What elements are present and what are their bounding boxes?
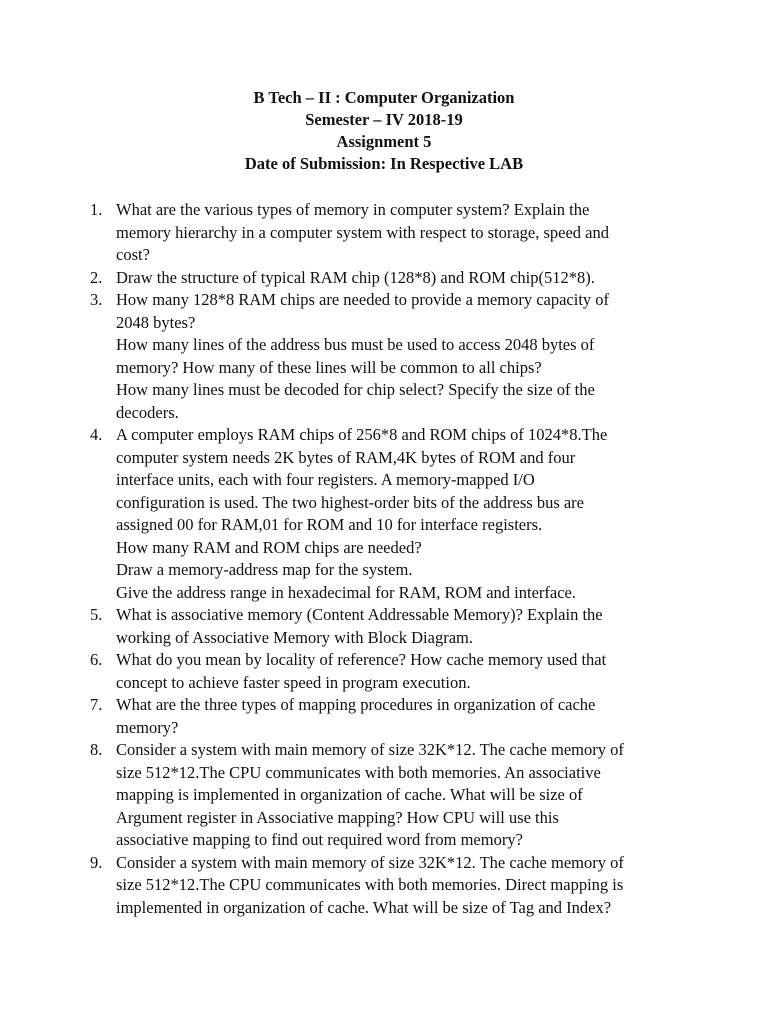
question-text-line: memory? xyxy=(116,717,179,737)
question-number: 6. xyxy=(90,650,103,669)
question-text-line: How many RAM and ROM chips are needed? xyxy=(116,537,422,557)
question-text-line: associative mapping to find out required word from memory? xyxy=(116,830,523,849)
question-text-line: Consider a system with main memory of size 32K*12. The cache memory of xyxy=(116,852,624,872)
question-text-line: cost? xyxy=(116,245,150,264)
question-text-line: How many 128*8 RAM chips are needed to provide a memory capacity of xyxy=(116,290,610,309)
question-item xyxy=(0,852,676,920)
question-item xyxy=(0,424,676,604)
question-text-line: What is associative memory (Content Addressable Memory)? Explain the xyxy=(116,605,603,624)
question-text-line: Consider a system with main memory of size 32K*12. The cache memory of xyxy=(116,740,624,759)
assignment-title: Assignment 5 xyxy=(336,132,432,151)
semester-line: Semester – IV 2018-19 xyxy=(305,110,463,129)
question-text-line: size 512*12.The CPU communicates with both memories. Direct mapping is xyxy=(116,875,624,894)
question-text-line: Give the address range in hexadecimal for RAM, ROM and interface. xyxy=(116,582,577,602)
question-text-line: configuration is used. The two highest-order bits of the address bus are xyxy=(116,492,585,512)
question-text-line: What are the three types of mapping procedures in organization of cache xyxy=(116,695,596,714)
question-text-line: A computer employs RAM chips of 256*8 and ROM chips of 1024*8.The xyxy=(116,425,608,444)
question-item xyxy=(0,694,676,739)
question-number: 8. xyxy=(90,740,103,759)
question-text-line: concept to achieve faster speed in program execution. xyxy=(116,672,471,692)
document-header xyxy=(0,87,768,175)
question-item xyxy=(0,199,676,267)
question-number: 9. xyxy=(90,852,103,872)
question-text-line: memory? How many of these lines will be common to all chips? xyxy=(116,357,542,377)
question-text-line: memory hierarchy in a computer system with respect to storage, speed and xyxy=(116,222,610,242)
question-text-line: 2048 bytes? xyxy=(116,312,196,332)
question-number: 4. xyxy=(90,425,103,444)
question-text-line: Argument register in Associative mapping? How CPU will use this xyxy=(116,807,559,827)
question-number: 2. xyxy=(90,267,103,287)
question-number: 7. xyxy=(90,695,103,714)
question-text-line: mapping is implemented in organization of cache. What will be size of xyxy=(116,785,583,804)
question-text-line: Draw a memory-address map for the system. xyxy=(116,560,413,579)
question-text-line: implemented in organization of cache. What will be size of Tag and Index? xyxy=(116,897,612,917)
question-text-line: What do you mean by locality of reference? How cache memory used that xyxy=(116,650,607,669)
question-list xyxy=(0,199,768,919)
question-text-line: working of Associative Memory with Block Diagram. xyxy=(116,627,473,647)
question-number: 1. xyxy=(90,200,103,219)
question-number: 3. xyxy=(90,290,103,309)
question-text-line: size 512*12.The CPU communicates with both memories. An associative xyxy=(116,762,601,782)
question-text-line: interface units, each with four registers. A memory-mapped I/O xyxy=(116,470,535,489)
question-item xyxy=(0,267,676,290)
question-text-line: computer system needs 2K bytes of RAM,4K bytes of ROM and four xyxy=(116,447,576,467)
question-text-line: Draw the structure of typical RAM chip (128*8) and ROM chip(512*8). xyxy=(116,267,595,287)
question-text-line: What are the various types of memory in computer system? Explain the xyxy=(116,200,590,219)
question-text-line: decoders. xyxy=(116,402,179,422)
question-item xyxy=(0,739,676,852)
question-text-line: How many lines of the address bus must be used to access 2048 bytes of xyxy=(116,335,595,354)
course-title: B Tech – II : Computer Organization xyxy=(253,88,515,107)
question-item xyxy=(0,289,676,424)
submission-date: Date of Submission: In Respective LAB xyxy=(244,154,524,173)
question-text-line: How many lines must be decoded for chip select? Specify the size of the xyxy=(116,380,595,399)
question-item xyxy=(0,604,676,649)
question-item xyxy=(0,649,676,694)
question-text-line: assigned 00 for RAM,01 for ROM and 10 for interface registers. xyxy=(116,515,543,534)
question-number: 5. xyxy=(90,605,103,624)
